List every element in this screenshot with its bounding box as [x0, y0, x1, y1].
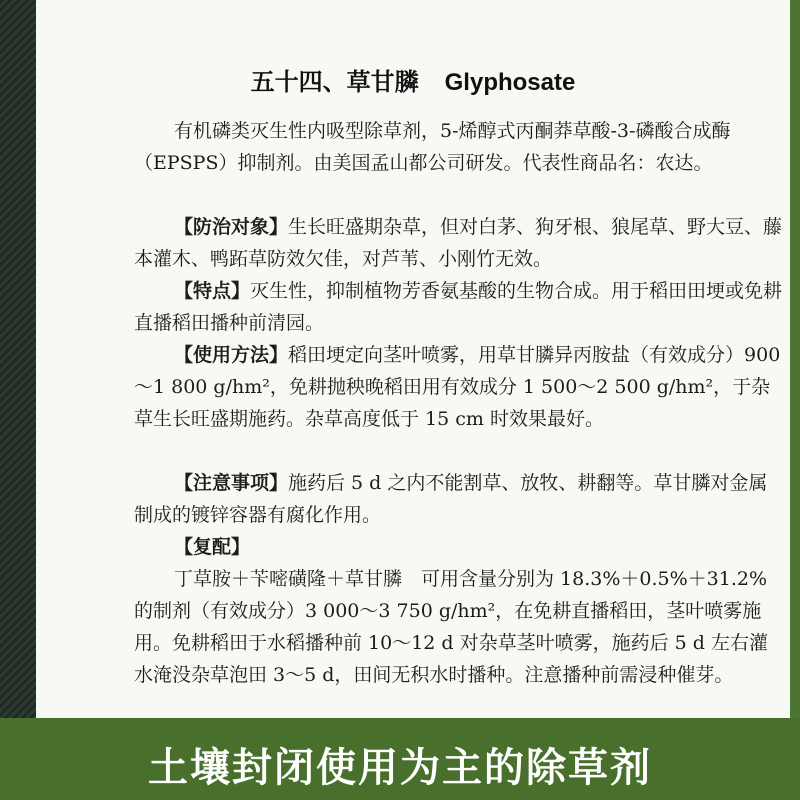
usage-label: 【使用方法】 [174, 344, 289, 366]
bottom-banner [0, 718, 800, 800]
targets-paragraph [134, 211, 784, 275]
notes-label: 【注意事项】 [174, 472, 289, 494]
intro-paragraph [134, 115, 784, 179]
mix-paragraph [134, 563, 784, 691]
mix-text: 丁草胺＋苄嘧磺隆＋草甘膦 可用含量分别为 18.3%＋0.5%＋31.2%的制剂（有效成分）3 000～3 750 g/hm²，在免耕直播稻田，茎叶喷雾施用。免耕稻田于水稻播种前 10～12 d 对杂草茎叶喷雾，施药后 5 d 左右灌水淹没杂草泡田 3～5 d，田间无积水时播种。注意播种前需浸种催芽。 [134, 568, 769, 686]
title-chinese: 五十四、草甘膦 [250, 68, 419, 96]
notes-paragraph [134, 467, 784, 531]
notes-text: 施药后 5 d 之内不能割草、放牧、耕翻等。草甘膦对金属制成的镀锌容器有腐化作用。 [134, 472, 768, 526]
page-title [36, 62, 790, 97]
intro-text: 有机磷类灭生性内吸型除草剂，5-烯醇式丙酮莽草酸-3-磷酸合成酶（EPSPS）抑制剂。由美国孟山都公司研发。代表性商品名：农达。 [134, 120, 731, 174]
book-page [36, 0, 790, 718]
banner-slogan: 土壤封闭使用为主的除草剂 [148, 745, 652, 791]
targets-label: 【防治对象】 [174, 216, 289, 238]
usage-paragraph [134, 339, 784, 435]
features-paragraph [134, 275, 784, 339]
usage-text: 稻田埂定向茎叶喷雾，用草甘膦异丙胺盐（有效成分）900～1 800 g/hm²，免耕抛秧晚稻田用有效成分 1 500～2 500 g/hm²，于杂草生长旺盛期施药。杂草高度低于 15 cm 时效果最好。 [134, 344, 781, 430]
features-label: 【特点】 [174, 280, 251, 302]
mix-label: 【复配】 [174, 536, 251, 558]
title-english: Glyphosate [444, 69, 576, 96]
mix-heading [134, 531, 784, 563]
targets-text: 生长旺盛期杂草，但对白茅、狗牙根、狼尾草、野大豆、藤本灌木、鸭跖草防效欠佳，对芦苇、小刚竹无效。 [134, 216, 783, 270]
features-text: 灭生性，抑制植物芳香氨基酸的生物合成。用于稻田田埂或免耕直播稻田播种前清园。 [134, 280, 783, 334]
book-spine-edge [0, 0, 38, 718]
